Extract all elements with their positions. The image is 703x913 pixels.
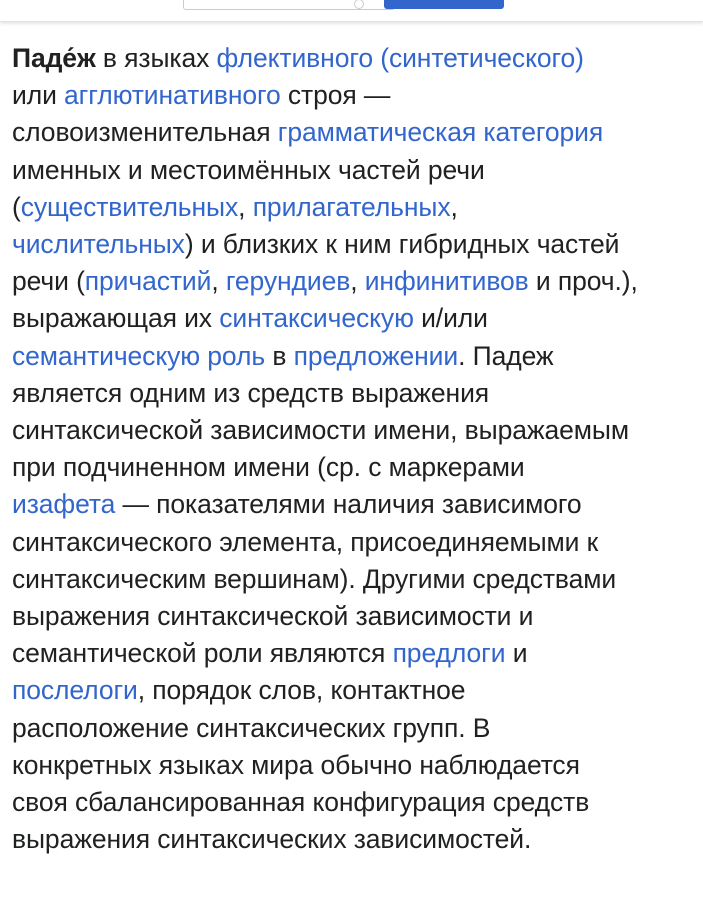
text-span: речи ( <box>12 266 85 297</box>
link-chislitelnykh[interactable]: числительных <box>12 229 185 260</box>
text-span: . Падеж <box>458 340 554 371</box>
text-span: в языках <box>95 43 217 73</box>
text-span: или <box>12 80 65 111</box>
text-line <box>12 300 692 337</box>
text-line <box>12 449 692 486</box>
text-span: — показателями наличия зависимого <box>115 489 582 520</box>
text-line <box>12 524 692 561</box>
text-line <box>12 189 692 226</box>
link-predlozhenii[interactable]: предложении <box>293 340 459 371</box>
text-span: своя сбалансированная конфигурация средств <box>12 787 590 818</box>
link-sushchestvitelnykh[interactable]: существительных <box>20 191 239 222</box>
text-span: синтаксического элемента, присоединяемыми к <box>12 526 599 557</box>
text-span: именных и местоимённых частей речи <box>12 154 485 185</box>
text-span: словоизменительная <box>12 117 278 148</box>
top-search-bar <box>0 0 703 22</box>
text-line <box>12 561 692 598</box>
text-span: синтаксической зависимости имени, выражаемым <box>12 415 629 446</box>
text-span: синтаксическим вершинам). Другими средствами <box>12 563 617 594</box>
link-prilagatelnykh[interactable]: прилагательных <box>252 191 451 222</box>
text-line <box>12 263 692 300</box>
link-sintaksicheskuyu[interactable]: синтаксическую <box>219 303 414 334</box>
text-span: , <box>238 191 253 222</box>
link-gerundiev[interactable]: герундиев <box>225 266 351 297</box>
text-span: , <box>211 266 226 297</box>
text-span: является одним из средств выражения <box>12 377 490 408</box>
text-line <box>12 598 692 635</box>
link-agglyutinativnogo[interactable]: агглютинативного <box>64 80 281 111</box>
text-span: и/или <box>413 303 488 334</box>
text-line <box>12 77 692 114</box>
link-predlogi[interactable]: предлоги <box>392 638 506 669</box>
text-line <box>12 821 692 858</box>
link-izafeta[interactable]: изафета <box>12 489 116 520</box>
article-term: Паде́ж <box>12 43 96 73</box>
link-prichastiy[interactable]: причастий <box>84 266 212 297</box>
text-span: и <box>505 638 528 669</box>
text-line <box>12 114 692 151</box>
article-paragraph <box>12 40 692 858</box>
text-line <box>12 635 692 672</box>
text-span: и проч.), <box>528 266 638 297</box>
text-line <box>12 710 692 747</box>
text-span: семантической роли являются <box>12 638 393 669</box>
text-line <box>12 40 692 77</box>
text-span: , <box>450 191 458 222</box>
text-line <box>12 152 692 189</box>
search-input[interactable] <box>183 0 395 10</box>
text-span: ) и близких к ним гибридных частей <box>184 229 620 260</box>
text-span: выражающая их <box>12 303 220 334</box>
text-span: выражения синтаксической зависимости и <box>12 601 534 632</box>
text-line <box>12 338 692 375</box>
text-span: конкретных языках мира обычно наблюдается <box>12 749 580 780</box>
text-span: при подчиненном имени (ср. с маркерами <box>12 452 525 483</box>
text-line <box>12 375 692 412</box>
link-semanticheskuyu-rol[interactable]: семантическую роль <box>12 340 266 371</box>
text-span: , порядок слов, контактное <box>137 675 466 706</box>
text-line <box>12 486 692 523</box>
text-span: выражения синтаксических зависимостей. <box>12 824 532 855</box>
text-line <box>12 226 692 263</box>
text-span: расположение синтаксических групп. В <box>12 712 491 743</box>
link-poslelogi[interactable]: послелоги <box>12 675 138 706</box>
text-span: , <box>350 266 365 297</box>
text-line <box>12 747 692 784</box>
text-line <box>12 672 692 709</box>
text-span: в <box>265 340 294 371</box>
text-line <box>12 784 692 821</box>
link-flektivnogo[interactable]: флективного (синтетического) <box>216 43 584 73</box>
search-icon <box>354 0 364 9</box>
search-button[interactable] <box>384 0 504 9</box>
link-infinitivov[interactable]: инфинитивов <box>364 266 529 297</box>
text-line <box>12 412 692 449</box>
text-span: строя — <box>280 80 391 111</box>
text-span: ( <box>12 191 21 222</box>
link-grammaticheskaya-kategoriya[interactable]: грамматическая категория <box>277 117 604 148</box>
